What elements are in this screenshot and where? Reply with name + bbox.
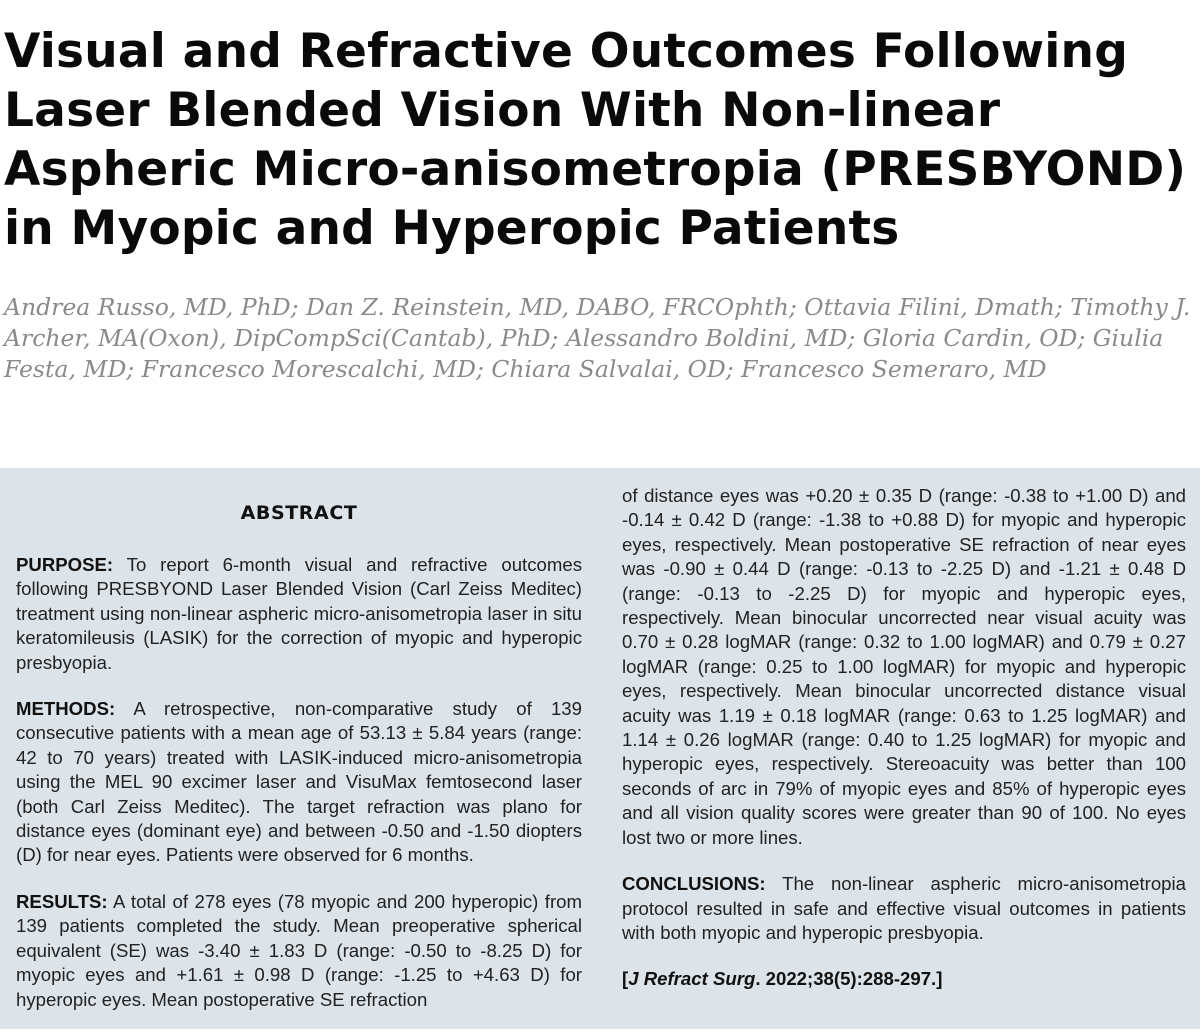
results-label: RESULTS:	[16, 890, 108, 912]
citation-journal: J Refract Surg	[628, 968, 756, 990]
results-text-part2: of distance eyes was +0.20 ± 0.35 D (range: -0.38 to +1.00 D) and -0.14 ± 0.42 D (range: -1.38 to +0.88 D) for myopic and hyperopic eyes, respectively. Mean postoperative SE refraction of near eyes was -0.90 ± 0.44 D (range: -0.13 to -2.25 D) and -1.21 ± 0.48 D (range: -0.13 to -2.25 D) for myopic and hyperopic eyes, respectively. Mean binocular uncorrected near visual acuity was 0.70 ± 0.28 logMAR (range: 0.32 to 1.00 logMAR) and 0.79 ± 0.27 logMAR (range: 0.25 to 1.00 logMAR) for myopic and hyperopic eyes, respectively. Mean binocular uncorrected distance visual acuity was 1.19 ± 0.18 logMAR (range: 0.63 to 1.25 logMAR) and 1.14 ± 0.26 logMAR (range: 0.40 to 1.25 logMAR) for myopic and hyperopic eyes, respectively. Stereoacuity was better than 100 seconds of arc in 79% of myopic eyes and 85% of hyperopic eyes and all vision quality scores were greater than 90 of 100. No eyes lost two or more lines.	[622, 485, 1186, 848]
methods-text: A retrospective, non-comparative study of 139 consecutive patients with a mean age of 53.13 ± 5.84 years (range: 42 to 70 years) treated with LASIK-induced micro-anisometropia using the MEL 90 excimer laser and VisuMax femtosecond laser (both Carl Zeiss Meditec). The target refraction was plano for distance eyes (dominant eye) and between -0.50 and -1.50 diopters (D) for near eyes. Patients were observed for 6 months.	[16, 698, 582, 866]
citation-details: . 2022;38(5):288-297.]	[755, 968, 943, 990]
methods-paragraph	[16, 697, 582, 868]
results-continued-paragraph	[622, 484, 1186, 850]
conclusions-label: CONCLUSIONS:	[622, 873, 766, 895]
abstract-heading: ABSTRACT	[240, 502, 358, 524]
results-paragraph	[16, 890, 582, 1012]
abstract-panel	[0, 468, 1200, 1029]
abstract-column-left	[16, 496, 582, 1034]
purpose-label: PURPOSE:	[16, 554, 114, 575]
citation-open: [	[622, 968, 629, 990]
abstract-column-right	[622, 484, 1186, 991]
author-list: Andrea Russo, MD, PhD; Dan Z. Reinstein, MD, DABO, FRCOphth; Ottavia Filini, Dmath; Timothy J. Archer, MA(Oxon), DipCompSci(Cantab), PhD; Alessandro Boldini, MD; Gloria Cardin, OD; Giulia Festa, MD; Francesco Morescalchi, MD; Chiara Salvalai, OD; Francesco Semeraro, MD	[4, 293, 1191, 383]
citation	[622, 967, 1186, 991]
conclusions-text: The non-linear aspheric micro-anisometropia protocol resulted in safe and effective visual outcomes in patients with both myopic and hyperopic presbyopia.	[622, 873, 1186, 943]
purpose-paragraph	[16, 553, 582, 675]
results-text-part1: A total of 278 eyes (78 myopic and 200 hyperopic) from 139 patients completed the study. Mean preoperative spherical equivalent (SE) was -3.40 ± 1.83 D (range: -0.50 to -8.25 D) for myopic eyes and +1.61 ± 0.98 D (range: -1.25 to +4.63 D) for hyperopic eyes. Mean postoperative SE refraction	[16, 890, 582, 1010]
article-title: Visual and Refractive Outcomes Following Laser Blended Vision With Non-linear Aspheric Micro-anisometropia (PRESBYOND) in Myopic and Hyperopic Patients	[4, 24, 1187, 256]
purpose-text: To report 6-month visual and refractive outcomes following PRESBYOND Laser Blended Vision (Carl Zeiss Meditec) treatment using non-linear aspheric micro-anisometropia laser in situ keratomileusis (LASIK) for the correction of myopic and hyperopic presbyopia.	[16, 554, 582, 673]
conclusions-paragraph	[622, 872, 1186, 945]
methods-label: METHODS:	[16, 698, 116, 720]
